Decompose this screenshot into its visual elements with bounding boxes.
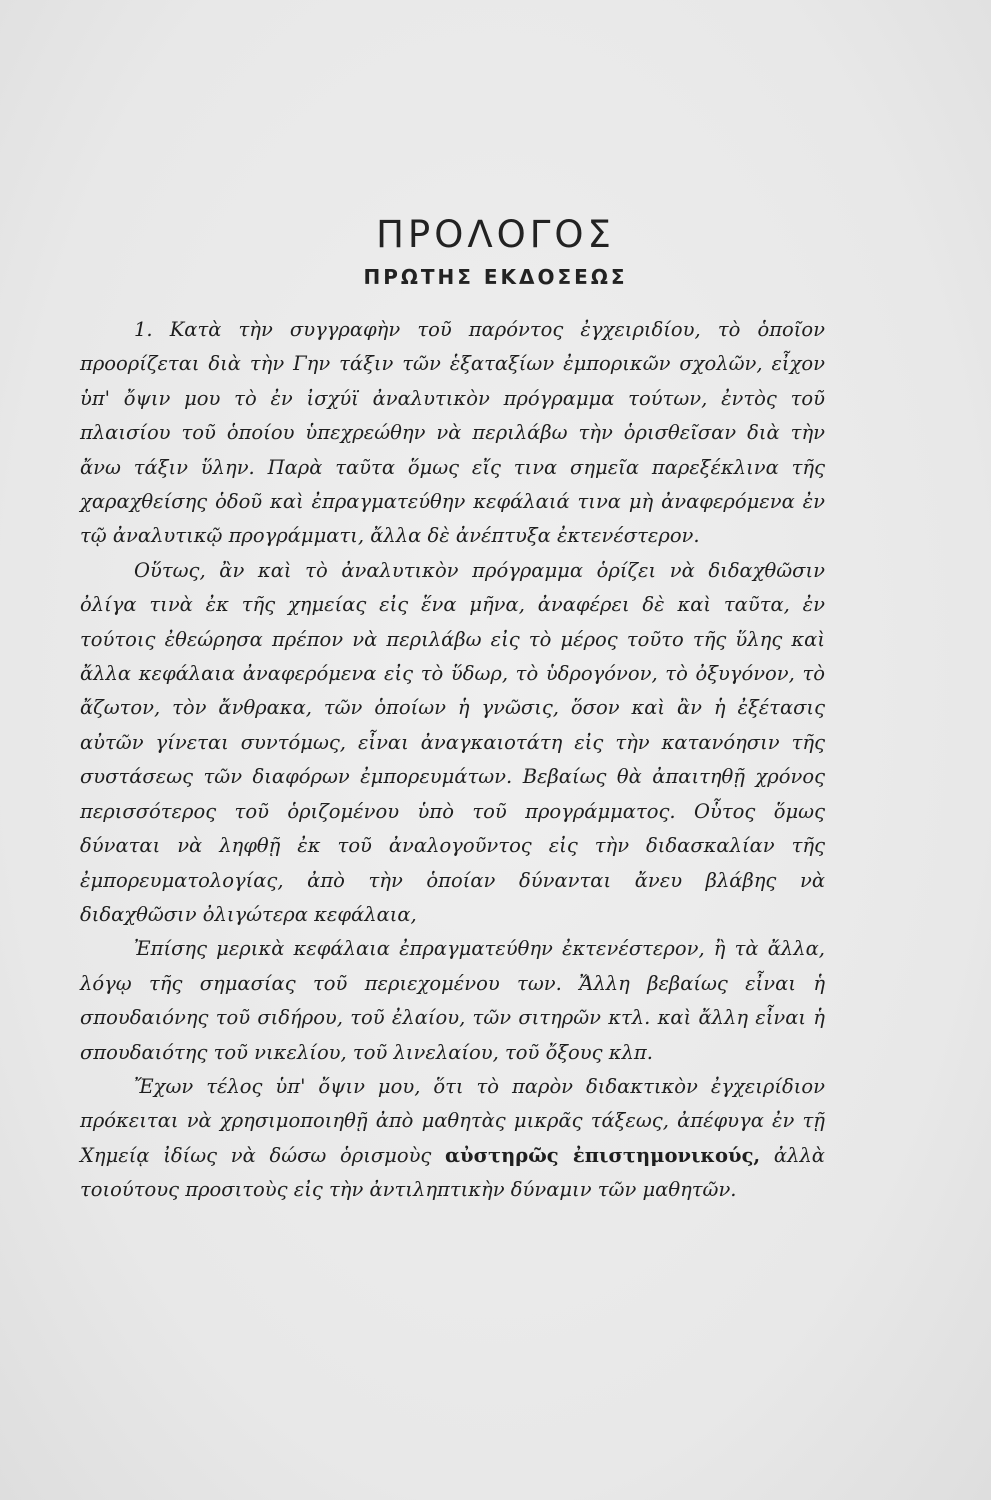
paragraph-4-text-before: Ἔχων τέλος ὑπ' ὄψιν μου, ὅτι τὸ παρὸν διδακτικὸν ἐγχειρίδιον πρόκειται νὰ χρησιμοποιηθῇ ἀπὸ μαθητὰς μικρᾶς τάξεως, ἀπέφυγα ἐν τῇ Χημείᾳ ἰδίως νὰ δώσω ὁρισμοὺς bbox=[80, 1074, 825, 1167]
preface-body bbox=[80, 313, 825, 1208]
paragraph-1: 1. Κατὰ τὴν συγγραφὴν τοῦ παρόντος ἐγχειριδίου, τὸ ὁποῖον προορίζεται διὰ τὴν Γην τάξιν τῶν ἑξαταξίων ἐμπορικῶν σχολῶν, εἶχον ὑπ' ὄψιν μου τὸ ἐν ἰσχύϊ ἀναλυτικὸν πρόγραμμα τούτων, ἐντὸς τοῦ πλαισίου τοῦ ὁποίου ὑπεχρεώθην νὰ περιλάβω τὴν ὁρισθεῖσαν διὰ τὴν ἄνω τάξιν ὕλην. Παρὰ ταῦτα ὅμως εἴς τινα σημεῖα παρεξέκλινα τῆς χαραχθείσης ὁδοῦ καὶ ἐπραγματεύθην κεφάλαιά τινα μὴ ἀναφερόμενα ἐν τῷ ἀναλυτικῷ προγράμματι, ἄλλα δὲ ἀνέπτυξα ἐκτενέστερον. bbox=[80, 318, 825, 548]
paragraph-4-text-after: ἀλλὰ τοιούτους προσιτοὺς εἰς τὴν ἀντιληπτικὴν δύναμιν τῶν μαθητῶν. bbox=[80, 1143, 825, 1202]
page-subtitle: ΠΡΩΤΗΣ ΕΚΔΟΣΕΩΣ bbox=[363, 265, 628, 289]
paragraph-3: Ἐπίσης μερικὰ κεφάλαια ἐπραγματεύθην ἐκτενέστερον, ἢ τὰ ἄλλα, λόγῳ τῆς σημασίας τοῦ περιεχομένου των. Ἄλλη βεβαίως εἶναι ἡ σπουδαιόνης τοῦ σιδήρου, τοῦ ἐλαίου, τῶν σιτηρῶν κτλ. καὶ ἄλλη εἶναι ἡ σπουδαιότης τοῦ νικελίου, τοῦ λινελαίου, τοῦ ὄξους κλπ. bbox=[80, 937, 825, 1064]
paragraph-4-emphasis: αὐστηρῶς ἐπιστημονικούς, bbox=[445, 1143, 761, 1167]
page-title: ΠΡΟΛΟΓΟΣ bbox=[376, 213, 615, 256]
paragraph-4 bbox=[80, 1070, 825, 1208]
paragraph-2: Οὕτως, ἂν καὶ τὸ ἀναλυτικὸν πρόγραμμα ὁρίζει νὰ διδαχθῶσιν ὀλίγα τινὰ ἐκ τῆς χημείας εἰς ἕνα μῆνα, ἀναφέρει δὲ καὶ ταῦτα, ἐν τούτοις ἐθεώρησα πρέπον νὰ περιλάβω εἰς τὸ μέρος τοῦτο τῆς ὕλης καὶ ἄλλα κεφάλαια ἀναφερόμενα εἰς τὸ ὕδωρ, τὸ ὑδρογόνον, τὸ ὀξυγόνον, τὸ ἄζωτον, τὸν ἄνθρακα, τῶν ὁποίων ἡ γνῶσις, ὅσον καὶ ἂν ἡ ἐξέτασις αὐτῶν γίνεται συντόμως, εἶναι ἀναγκαιοτάτη εἰς τὴν κατανόησιν τῆς συστάσεως τῶν διαφόρων ἐμπορευμάτων. Βεβαίως θὰ ἀπαιτηθῇ χρόνος περισσότερος τοῦ ὁριζομένου ὑπὸ τοῦ προγράμματος. Οὗτος ὅμως δύναται νὰ ληφθῇ ἐκ τοῦ ἀναλογοῦντος εἰς τὴν διδασκαλίαν τῆς ἐμπορευματολογίας, ἀπὸ τὴν ὁποίαν δύνανται ἄνευ βλάβης νὰ διδαχθῶσιν ὀλιγώτερα κεφάλαια, bbox=[80, 558, 825, 926]
